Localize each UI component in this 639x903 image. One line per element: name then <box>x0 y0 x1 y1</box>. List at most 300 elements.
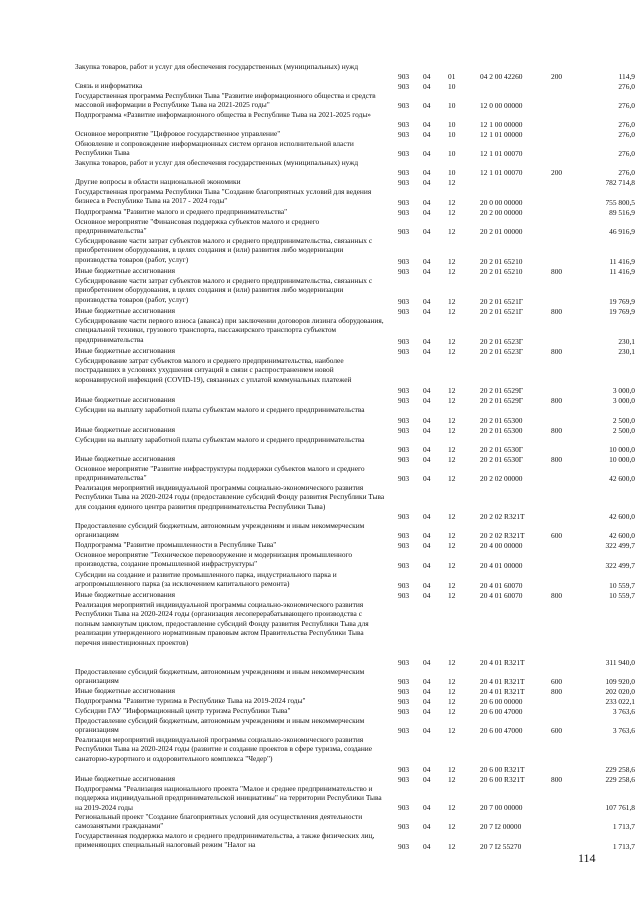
row-section: 04 <box>423 177 431 187</box>
row-expense-type: 800 <box>551 425 563 435</box>
row-subsection: 12 <box>448 725 456 735</box>
row-target-article: 20 2 01 65210 <box>480 256 523 266</box>
table-row <box>75 812 635 831</box>
row-subsection: 12 <box>448 256 456 266</box>
table-row <box>75 62 635 81</box>
row-description: Иные бюджетные ассигнования <box>75 590 176 599</box>
row-ministry-code: 903 <box>398 71 410 81</box>
row-subsection: 12 <box>448 540 456 550</box>
table-row <box>75 139 635 158</box>
table-row <box>75 158 635 177</box>
row-amount: 107 761,8 <box>605 802 635 812</box>
row-description: Иные бюджетные ассигнования <box>75 686 176 695</box>
row-subsection: 12 <box>448 207 456 217</box>
row-subsection: 12 <box>448 415 456 425</box>
table-row <box>75 435 635 454</box>
row-subsection: 12 <box>448 177 456 187</box>
row-ministry-code: 903 <box>398 821 410 831</box>
row-subsection: 12 <box>448 764 456 774</box>
table-row <box>75 483 635 521</box>
row-subsection: 10 <box>448 100 456 110</box>
row-target-article: 20 4 01 00000 <box>480 560 523 570</box>
row-ministry-code: 903 <box>398 686 410 696</box>
row-section: 04 <box>423 256 431 266</box>
row-subsection: 12 <box>448 473 456 483</box>
row-amount: 2 500,0 <box>612 415 635 425</box>
table-row <box>75 91 635 110</box>
row-section: 04 <box>423 444 431 454</box>
row-amount: 11 416,9 <box>609 256 635 266</box>
table-row <box>75 395 635 405</box>
row-description: Предоставление субсидий бюджетным, автономным учреждениям и иным некоммерческим организациям <box>75 716 365 735</box>
row-description: Субсидии на выплату заработной платы субъектам малого и среднего предпринимательства <box>75 405 365 414</box>
row-expense-type: 800 <box>551 774 563 784</box>
table-row <box>75 521 635 540</box>
table-row <box>75 540 635 550</box>
row-subsection: 12 <box>448 454 456 464</box>
row-ministry-code: 903 <box>398 841 410 851</box>
row-description: Подпрограмма «Развитие информационного общества в Республике Тыва на 2021-2025 годы» <box>75 110 371 119</box>
row-amount: 276,0 <box>618 167 635 177</box>
row-amount: 3 763,6 <box>612 725 635 735</box>
row-description: Обновление и сопровождение информационных систем органов исполнительной власти Республики Тыва <box>75 139 354 158</box>
row-description: Другие вопросы в области национальной экономики <box>75 177 241 186</box>
row-target-article: 20 2 01 6523Г <box>480 336 524 346</box>
row-target-article: 20 4 01 R321T <box>480 657 525 667</box>
row-amount: 1 713,7 <box>612 821 635 831</box>
row-subsection: 12 <box>448 706 456 716</box>
row-ministry-code: 903 <box>398 444 410 454</box>
row-ministry-code: 903 <box>398 774 410 784</box>
row-subsection: 12 <box>448 821 456 831</box>
row-amount: 229 258,6 <box>605 764 635 774</box>
row-subsection: 12 <box>448 444 456 454</box>
row-description: Субсидии на создание и развитие промышленного парка, индустриального парка и агропромышленного парка (за исключением капитального ремонта) <box>75 570 337 589</box>
row-ministry-code: 903 <box>398 119 410 129</box>
table-row <box>75 600 635 667</box>
row-ministry-code: 903 <box>398 473 410 483</box>
row-amount: 1 713,7 <box>612 841 635 851</box>
table-row <box>75 831 635 851</box>
row-amount: 42 600,0 <box>609 473 635 483</box>
table-row <box>75 306 635 316</box>
row-subsection: 10 <box>448 119 456 129</box>
row-amount: 276,0 <box>618 100 635 110</box>
table-row <box>75 81 635 91</box>
row-ministry-code: 903 <box>398 425 410 435</box>
row-description: Субсидирование затрат субъектов малого и среднего предпринимательства, наиболее пострадавших в условиях ухудшения ситуаций в связи с распространением новой коронавирусной инфекцией (COVID-19), связанных с уплатой коммунальных платежей <box>75 356 352 384</box>
row-section: 04 <box>423 129 431 139</box>
row-subsection: 12 <box>448 306 456 316</box>
row-description: Реализация мероприятий индивидуальной программы социально-экономического развития Республики Тыва на 2020-2024 годы (организация лесоперерабатывающего производства с полным замкнутым циклом, предоставление субсидий Фонду развития Республики Тыва для реализации утвержденного нормативным правовым актом Правительства Республики Тыва перечня инвестиционных проектов) <box>75 600 369 647</box>
row-subsection: 12 <box>448 686 456 696</box>
row-description: Иные бюджетные ассигнования <box>75 454 176 463</box>
row-target-article: 20 2 02 R321T <box>480 511 525 521</box>
row-ministry-code: 903 <box>398 129 410 139</box>
table-row <box>75 706 635 716</box>
row-target-article: 20 6 00 47000 <box>480 725 523 735</box>
row-subsection: 12 <box>448 266 456 276</box>
row-expense-type: 600 <box>551 530 563 540</box>
row-section: 04 <box>423 657 431 667</box>
row-section: 04 <box>423 306 431 316</box>
row-section: 04 <box>423 425 431 435</box>
table-row <box>75 716 635 735</box>
table-row <box>75 784 635 812</box>
row-target-article: 12 1 01 00070 <box>480 148 523 158</box>
row-target-article: 20 2 00 00000 <box>480 207 523 217</box>
row-subsection: 12 <box>448 197 456 207</box>
row-target-article: 12 1 01 00070 <box>480 167 523 177</box>
row-ministry-code: 903 <box>398 167 410 177</box>
row-subsection: 10 <box>448 81 456 91</box>
row-section: 04 <box>423 706 431 716</box>
table-row <box>75 735 635 774</box>
row-amount: 311 940,0 <box>605 657 635 667</box>
row-expense-type: 600 <box>551 676 563 686</box>
row-ministry-code: 903 <box>398 226 410 236</box>
row-section: 04 <box>423 226 431 236</box>
row-section: 04 <box>423 511 431 521</box>
row-subsection: 12 <box>448 425 456 435</box>
row-section: 04 <box>423 296 431 306</box>
row-section: 04 <box>423 696 431 706</box>
row-section: 04 <box>423 540 431 550</box>
row-subsection: 10 <box>448 167 456 177</box>
row-target-article: 20 6 00 R321T <box>480 774 525 784</box>
row-target-article: 20 2 01 6529Г <box>480 395 524 405</box>
row-subsection: 10 <box>448 148 456 158</box>
row-amount: 11 416,9 <box>609 266 635 276</box>
row-section: 04 <box>423 207 431 217</box>
row-description: Подпрограмма "Реализация национального проекта "Малое и среднее предпринимательство и поддержка индивидуальной предпринимательской инициативы" на территории Республики Тыва на 2019-2024 годы <box>75 784 382 812</box>
row-target-article: 20 7 00 00000 <box>480 802 523 812</box>
row-expense-type: 200 <box>551 167 563 177</box>
row-section: 04 <box>423 395 431 405</box>
table-row <box>75 266 635 276</box>
row-section: 04 <box>423 725 431 735</box>
row-target-article: 20 2 01 6521Г <box>480 306 524 316</box>
row-subsection: 12 <box>448 560 456 570</box>
table-row <box>75 177 635 187</box>
row-amount: 230,1 <box>618 336 635 346</box>
row-target-article: 20 6 00 00000 <box>480 696 523 706</box>
row-ministry-code: 903 <box>398 415 410 425</box>
row-section: 04 <box>423 197 431 207</box>
row-description: Субсидии на выплату заработной платы субъектам малого и среднего предпринимательства <box>75 435 365 444</box>
table-row <box>75 110 635 129</box>
table-row <box>75 346 635 356</box>
row-ministry-code: 903 <box>398 560 410 570</box>
row-ministry-code: 903 <box>398 657 410 667</box>
row-subsection: 12 <box>448 336 456 346</box>
row-section: 04 <box>423 454 431 464</box>
row-section: 04 <box>423 81 431 91</box>
row-amount: 322 499,7 <box>605 540 635 550</box>
row-expense-type: 800 <box>551 686 563 696</box>
table-row <box>75 774 635 784</box>
row-subsection: 12 <box>448 511 456 521</box>
row-ministry-code: 903 <box>398 395 410 405</box>
row-subsection: 12 <box>448 657 456 667</box>
row-expense-type: 800 <box>551 590 563 600</box>
row-target-article: 20 4 01 60070 <box>480 590 523 600</box>
row-amount: 755 800,5 <box>605 197 635 207</box>
row-description: Подпрограмма "Развитие промышленности в Республике Тыва" <box>75 540 277 549</box>
row-section: 04 <box>423 71 431 81</box>
row-amount: 3 000,0 <box>612 395 635 405</box>
row-amount: 89 516,9 <box>609 207 635 217</box>
row-amount: 3 000,0 <box>612 385 635 395</box>
row-ministry-code: 903 <box>398 454 410 464</box>
row-section: 04 <box>423 266 431 276</box>
row-ministry-code: 903 <box>398 764 410 774</box>
row-expense-type: 800 <box>551 346 563 356</box>
row-target-article: 20 6 00 47000 <box>480 706 523 716</box>
row-description: Связь и информатика <box>75 81 143 90</box>
row-target-article: 20 2 01 6530Г <box>480 444 524 454</box>
row-amount: 276,0 <box>618 81 635 91</box>
row-description: Государственная поддержка малого и среднего предпринимательства, а также физических лиц, применяющих специальный налоговый режим "Налог на <box>75 831 375 850</box>
row-ministry-code: 903 <box>398 296 410 306</box>
row-description: Субсидирование части первого взноса (аванса) при заключении договоров лизинга оборудования, специальной техники, грузового транспорта, пассажирского транспорта субъектом предпринимательства <box>75 316 384 344</box>
row-subsection: 12 <box>448 696 456 706</box>
row-ministry-code: 903 <box>398 266 410 276</box>
row-amount: 109 920,0 <box>605 676 635 686</box>
row-description: Основное мероприятие "Развитие инфраструктуры поддержки субъектов малого и среднего предпринимательства" <box>75 464 365 483</box>
table-row <box>75 187 635 207</box>
row-section: 04 <box>423 473 431 483</box>
row-section: 04 <box>423 686 431 696</box>
row-ministry-code: 903 <box>398 540 410 550</box>
row-ministry-code: 903 <box>398 148 410 158</box>
row-section: 04 <box>423 385 431 395</box>
row-target-article: 12 1 01 00000 <box>480 129 523 139</box>
row-section: 04 <box>423 336 431 346</box>
table-row <box>75 316 635 346</box>
row-description: Реализация мероприятий индивидуальной программы социально-экономического развития Республики Тыва на 2020-2024 годы (развитие и создание проектов в сфере туризма, создание санаторно-курортного и оздоровительного комплекса "Чедер") <box>75 735 373 763</box>
row-subsection: 12 <box>448 530 456 540</box>
row-description: Закупка товаров, работ и услуг для обеспечения государственных (муниципальных) нужд <box>75 62 359 71</box>
row-description: Государственная программа Республики Тыва "Развитие информационного общества и средств массовой информации в Республике Тыва на 2021-2025 годы" <box>75 91 376 110</box>
row-subsection: 12 <box>448 802 456 812</box>
row-amount: 10 000,0 <box>609 454 635 464</box>
row-ministry-code: 903 <box>398 207 410 217</box>
row-amount: 276,0 <box>618 148 635 158</box>
row-target-article: 20 4 00 00000 <box>480 540 523 550</box>
row-subsection: 10 <box>448 129 456 139</box>
row-section: 04 <box>423 100 431 110</box>
row-ministry-code: 903 <box>398 725 410 735</box>
row-description: Основное мероприятие "Цифровое государственное управление" <box>75 129 281 138</box>
table-row <box>75 570 635 590</box>
row-target-article: 20 2 01 00000 <box>480 226 523 236</box>
row-target-article: 20 4 01 R321T <box>480 676 525 686</box>
row-ministry-code: 903 <box>398 530 410 540</box>
row-target-article: 20 2 01 65300 <box>480 425 523 435</box>
table-row <box>75 454 635 464</box>
row-amount: 42 600,0 <box>609 530 635 540</box>
row-section: 04 <box>423 119 431 129</box>
row-amount: 276,0 <box>618 119 635 129</box>
row-target-article: 04 2 00 42260 <box>480 71 523 81</box>
row-expense-type: 800 <box>551 454 563 464</box>
row-amount: 230,1 <box>618 346 635 356</box>
row-ministry-code: 903 <box>398 696 410 706</box>
row-description: Субсидирование части затрат субъектов малого и среднего предпринимательства, связанных с приобретением оборудования, в целях создания и (или) развития либо модернизации производства товаров (работ, услуг) <box>75 276 373 304</box>
row-amount: 276,0 <box>618 129 635 139</box>
row-target-article: 20 2 01 6530Г <box>480 454 524 464</box>
row-amount: 233 022,1 <box>605 696 635 706</box>
table-row <box>75 207 635 217</box>
row-target-article: 20 2 01 6523Г <box>480 346 524 356</box>
row-subsection: 12 <box>448 385 456 395</box>
table-row <box>75 550 635 570</box>
row-expense-type: 800 <box>551 395 563 405</box>
row-section: 04 <box>423 346 431 356</box>
row-description: Иные бюджетные ассигнования <box>75 266 176 275</box>
row-target-article: 20 2 02 00000 <box>480 473 523 483</box>
row-description: Закупка товаров, работ и услуг для обеспечения государственных (муниципальных) нужд <box>75 158 359 167</box>
row-section: 04 <box>423 167 431 177</box>
row-section: 04 <box>423 841 431 851</box>
row-amount: 322 499,7 <box>605 560 635 570</box>
row-ministry-code: 903 <box>398 385 410 395</box>
row-ministry-code: 903 <box>398 336 410 346</box>
row-target-article: 20 2 01 65210 <box>480 266 523 276</box>
row-amount: 19 769,9 <box>609 306 635 316</box>
row-subsection: 12 <box>448 676 456 686</box>
row-target-article: 20 2 01 65300 <box>480 415 523 425</box>
row-amount: 202 020,0 <box>605 686 635 696</box>
row-ministry-code: 903 <box>398 100 410 110</box>
row-description: Иные бюджетные ассигнования <box>75 425 176 434</box>
row-expense-type: 600 <box>551 725 563 735</box>
row-description: Предоставление субсидий бюджетным, автономным учреждениям и иным некоммерческим организациям <box>75 521 365 540</box>
row-subsection: 12 <box>448 580 456 590</box>
row-section: 04 <box>423 821 431 831</box>
row-target-article: 20 7 I2 55270 <box>480 841 522 851</box>
row-subsection: 12 <box>448 841 456 851</box>
table-row <box>75 425 635 435</box>
row-amount: 10 559,7 <box>609 580 635 590</box>
row-section: 04 <box>423 148 431 158</box>
row-target-article: 12 0 00 00000 <box>480 100 523 110</box>
table-row <box>75 405 635 425</box>
page-number: 114 <box>578 851 596 865</box>
row-section: 04 <box>423 415 431 425</box>
row-amount: 229 258,6 <box>605 774 635 784</box>
row-subsection: 12 <box>448 296 456 306</box>
row-description: Иные бюджетные ассигнования <box>75 306 176 315</box>
row-target-article: 12 1 00 00000 <box>480 119 523 129</box>
row-section: 04 <box>423 802 431 812</box>
row-subsection: 12 <box>448 590 456 600</box>
table-row <box>75 236 635 266</box>
row-ministry-code: 903 <box>398 197 410 207</box>
row-target-article: 20 0 00 00000 <box>480 197 523 207</box>
row-amount: 10 000,0 <box>609 444 635 454</box>
table-row <box>75 276 635 306</box>
row-description: Региональный проект "Создание благоприятных условий для осуществления деятельности самозанятыми гражданами" <box>75 812 363 831</box>
row-description: Реализация мероприятий индивидуальной программы социально-экономического развития Республики Тыва на 2020-2024 годы (предоставление субсидий Фонду развития Республики Тыва для создания единого центра развития предпринимательства Республики Тыва) <box>75 483 385 511</box>
row-amount: 42 600,0 <box>609 511 635 521</box>
row-target-article: 20 2 01 6529Г <box>480 385 524 395</box>
row-ministry-code: 903 <box>398 590 410 600</box>
row-amount: 10 559,7 <box>609 590 635 600</box>
row-subsection: 12 <box>448 226 456 236</box>
row-description: Подпрограмма "Развитие малого и среднего предпринимательства" <box>75 207 288 216</box>
table-row <box>75 590 635 600</box>
row-amount: 2 500,0 <box>612 425 635 435</box>
row-ministry-code: 903 <box>398 177 410 187</box>
row-ministry-code: 903 <box>398 676 410 686</box>
row-target-article: 20 4 01 R321T <box>480 686 525 696</box>
table-row <box>75 129 635 139</box>
row-description: Основное мероприятие "Техническое перевооружение и модернизация промышленного производства, создание промышленной инфраструктуры" <box>75 550 353 569</box>
row-amount: 782 714,8 <box>605 177 635 187</box>
row-description: Иные бюджетные ассигнования <box>75 774 176 783</box>
row-section: 04 <box>423 560 431 570</box>
row-section: 04 <box>423 676 431 686</box>
row-section: 04 <box>423 590 431 600</box>
row-description: Иные бюджетные ассигнования <box>75 346 176 355</box>
table-row <box>75 667 635 686</box>
row-description: Иные бюджетные ассигнования <box>75 395 176 404</box>
row-description: Субсидирование части затрат субъектов малого и среднего предпринимательства, связанных с приобретением оборудования, в целях создания и (или) развития либо модернизации производства товаров (работ, услуг) <box>75 236 373 264</box>
row-section: 04 <box>423 774 431 784</box>
row-ministry-code: 903 <box>398 306 410 316</box>
row-expense-type: 200 <box>551 71 563 81</box>
row-subsection: 01 <box>448 71 456 81</box>
row-ministry-code: 903 <box>398 511 410 521</box>
row-ministry-code: 903 <box>398 346 410 356</box>
row-expense-type: 800 <box>551 266 563 276</box>
table-row <box>75 464 635 483</box>
row-description: Основное мероприятие "Финансовая поддержка субъектов малого и среднего предпринимательства" <box>75 217 320 236</box>
row-description: Государственная программа Республики Тыва "Создание благоприятных условий для ведения бизнеса в Республике Тыва на 2017 - 2024 годы" <box>75 187 372 206</box>
row-subsection: 12 <box>448 774 456 784</box>
row-section: 04 <box>423 530 431 540</box>
row-section: 04 <box>423 580 431 590</box>
row-expense-type: 800 <box>551 306 563 316</box>
row-amount: 114,9 <box>618 71 635 81</box>
table-row <box>75 696 635 706</box>
row-target-article: 20 2 01 6521Г <box>480 296 524 306</box>
row-ministry-code: 903 <box>398 802 410 812</box>
row-ministry-code: 903 <box>398 81 410 91</box>
row-ministry-code: 903 <box>398 580 410 590</box>
row-subsection: 12 <box>448 346 456 356</box>
table-row <box>75 356 635 395</box>
row-target-article: 20 4 01 60070 <box>480 580 523 590</box>
row-subsection: 12 <box>448 395 456 405</box>
row-target-article: 20 7 I2 00000 <box>480 821 522 831</box>
table-row <box>75 217 635 236</box>
row-section: 04 <box>423 764 431 774</box>
row-target-article: 20 6 00 R321T <box>480 764 525 774</box>
row-ministry-code: 903 <box>398 706 410 716</box>
table-row <box>75 686 635 696</box>
row-ministry-code: 903 <box>398 256 410 266</box>
row-target-article: 20 2 02 R321T <box>480 530 525 540</box>
row-description: Субсидии ГАУ "Информационный центр туризма Республики Тыва" <box>75 706 291 715</box>
row-amount: 19 769,9 <box>609 296 635 306</box>
row-description: Подпрограмма "Развитие туризма в Республике Тыва на 2019-2024 годы" <box>75 696 306 705</box>
row-amount: 46 916,9 <box>609 226 635 236</box>
row-description: Предоставление субсидий бюджетным, автономным учреждениям и иным некоммерческим организациям <box>75 667 365 686</box>
row-amount: 3 763,6 <box>612 706 635 716</box>
